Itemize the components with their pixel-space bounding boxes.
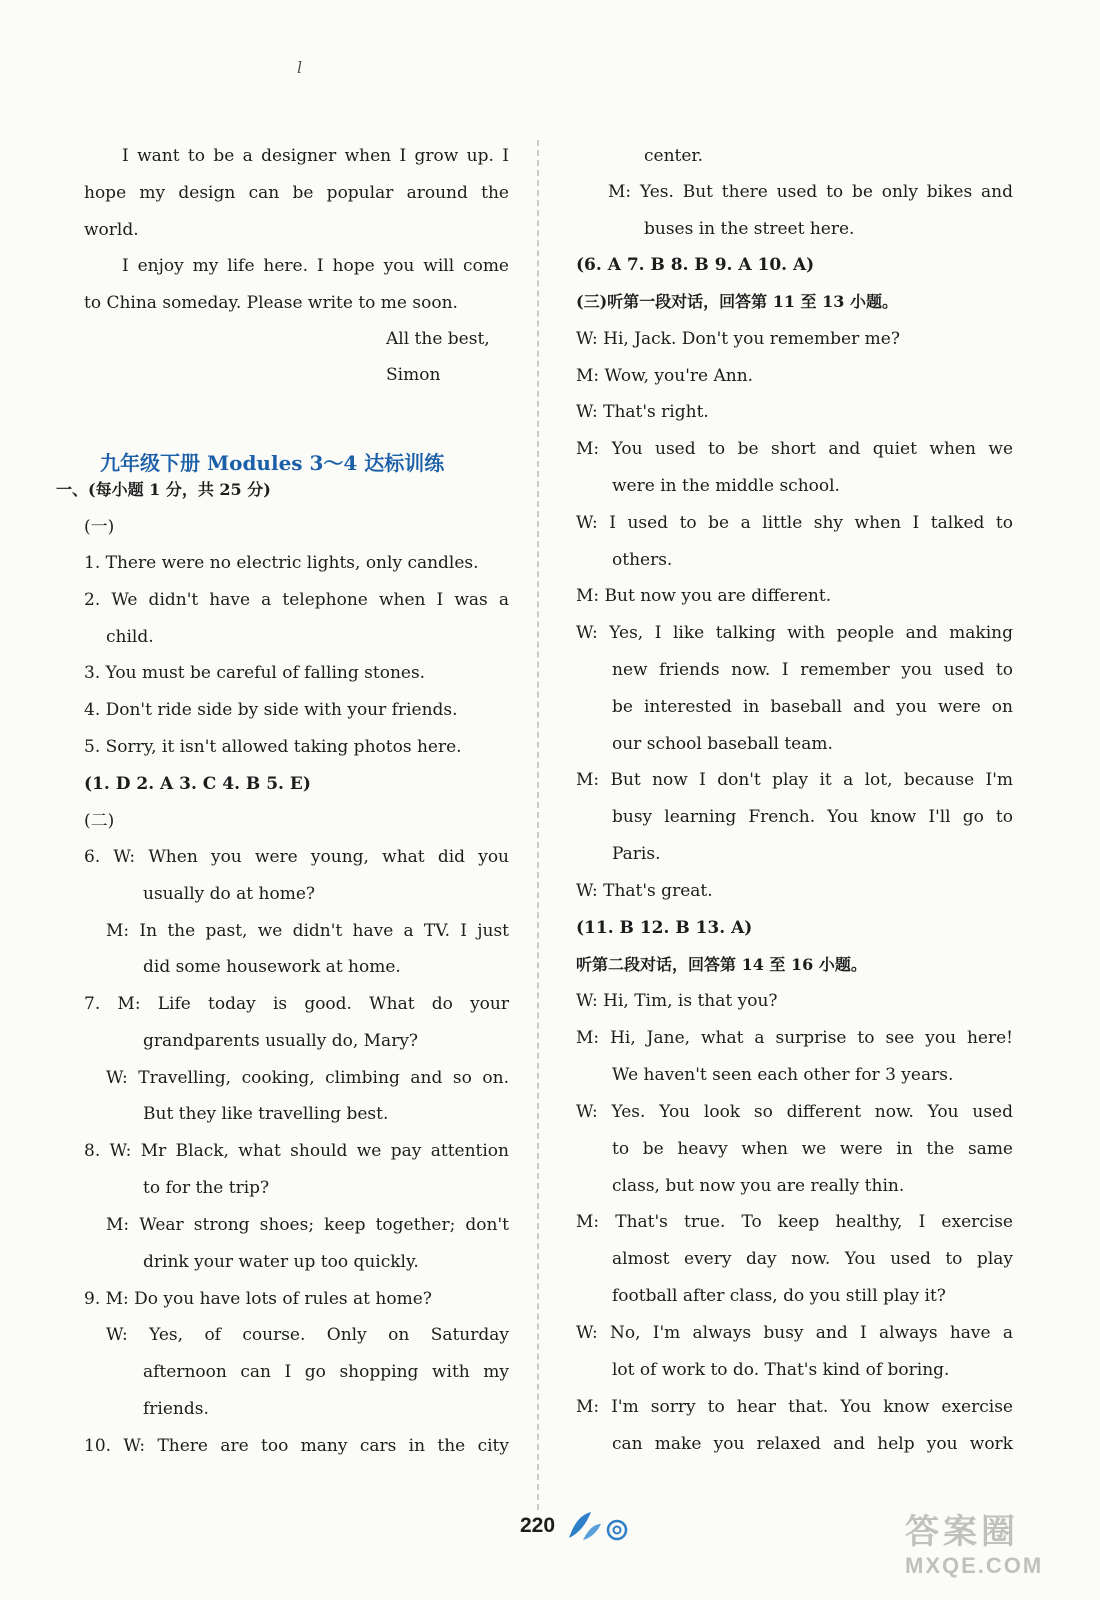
sub-heading: 听第二段对话，回答第 14 至 16 小题。 [576, 955, 867, 974]
part-heading: 一、(每小题 1 分，共 25 分) [56, 480, 271, 499]
page-number: 220 [520, 1514, 556, 1537]
dialogue-line: M: Wow, you're Ann. [576, 366, 754, 386]
sub-heading: (一) [84, 517, 115, 537]
dialogue-line: W: Hi, Jack. Don't you remember me? [576, 329, 900, 349]
dialogue-line: We haven't seen each other for 3 years. [612, 1065, 954, 1085]
dialogue-line: buses in the street here. [644, 219, 855, 239]
dialogue-line: M: But now you are different. [576, 586, 832, 606]
list-item: 4. Don't ride side by side with your friends. [84, 700, 458, 720]
letter-line: to China someday. Please write to me soon. [84, 293, 458, 313]
dialogue-line: class, but now you are really thin. [612, 1176, 905, 1196]
leaf-ornament-icon [565, 1508, 635, 1544]
dialogue-line: M: Yes. But there used to be only bikes and [608, 182, 1013, 202]
dialogue-line: W: That's right. [576, 402, 709, 422]
dialogue-line: can make you relaxed and help you work [612, 1434, 1013, 1454]
dialogue-line: 6. W: When you were young, what did you [84, 847, 509, 867]
dialogue-line: 8. W: Mr Black, what should we pay attention [84, 1141, 509, 1161]
dialogue-line: W: No, I'm always busy and I always have a [576, 1323, 1013, 1343]
dialogue-line: But they like travelling best. [143, 1104, 389, 1124]
dialogue-line: W: I used to be a little shy when I talked to [576, 513, 1013, 533]
list-item: 1. There were no electric lights, only candles. [84, 553, 479, 573]
sub-heading: (三)听第一段对话，回答第 11 至 13 小题。 [576, 292, 898, 311]
dialogue-line: M: In the past, we didn't have a TV. I just [106, 921, 509, 941]
dialogue-line: Paris. [612, 844, 661, 864]
watermark [905, 1512, 1085, 1587]
dialogue-line: W: Hi, Tim, is that you? [576, 991, 778, 1011]
stray-mark: l [297, 58, 303, 77]
dialogue-line: were in the middle school. [612, 476, 840, 496]
dialogue-line: M: You used to be short and quiet when we [576, 439, 1013, 459]
dialogue-line: W: That's great. [576, 881, 713, 901]
letter-line: hope my design can be popular around the [84, 183, 509, 203]
letter-line: I want to be a designer when I grow up. I [122, 146, 509, 166]
dialogue-line: grandparents usually do, Mary? [143, 1031, 419, 1051]
dialogue-line: did some housework at home. [143, 957, 401, 977]
dialogue-line: W: Yes, of course. Only on Saturday [106, 1325, 509, 1345]
answer-key: (11. B 12. B 13. A) [576, 918, 753, 938]
dialogue-line: M: Wear strong shoes; keep together; don't [106, 1215, 509, 1235]
sub-heading: (二) [84, 811, 115, 831]
dialogue-line: drink your water up too quickly. [143, 1252, 419, 1272]
dialogue-line: usually do at home? [143, 884, 316, 904]
answer-key: (6. A 7. B 8. B 9. A 10. A) [576, 255, 815, 275]
dialogue-line: W: Yes, I like talking with people and making [576, 623, 1013, 643]
dialogue-line: 9. M: Do you have lots of rules at home? [84, 1289, 432, 1309]
dialogue-line: M: But now I don't play it a lot, because I'm [576, 770, 1013, 790]
dialogue-line: be interested in baseball and you were on [612, 697, 1013, 717]
dialogue-line: 10. W: There are too many cars in the city [84, 1436, 509, 1456]
list-item: 3. You must be careful of falling stones. [84, 663, 426, 683]
dialogue-line: friends. [143, 1399, 209, 1419]
list-item: 2. We didn't have a telephone when I was a [84, 590, 509, 610]
dialogue-line: 7. M: Life today is good. What do your [84, 994, 509, 1014]
dialogue-line: new friends now. I remember you used to [612, 660, 1013, 680]
letter-line: world. [84, 220, 139, 240]
dialogue-line: M: Hi, Jane, what a surprise to see you here! [576, 1028, 1013, 1048]
dialogue-line: almost every day now. You used to play [612, 1249, 1013, 1269]
dialogue-line: lot of work to do. That's kind of boring. [612, 1360, 950, 1380]
dialogue-line: W: Yes. You look so different now. You used [576, 1102, 1013, 1122]
column-divider [537, 140, 539, 1510]
watermark-site: MXQE.COM [905, 1553, 1044, 1578]
answer-key: (1. D 2. A 3. C 4. B 5. E) [84, 774, 311, 794]
letter-closing: All the best, [386, 329, 490, 349]
dialogue-line: football after class, do you still play it? [612, 1286, 946, 1306]
letter-signature: Simon [386, 365, 441, 385]
dialogue-line: M: I'm sorry to hear that. You know exercise [576, 1397, 1013, 1417]
dialogue-line: to for the trip? [143, 1178, 270, 1198]
dialogue-line: afternoon can I go shopping with my [143, 1362, 509, 1382]
watermark-chinese: 答案圈 [905, 1513, 1019, 1551]
letter-line: I enjoy my life here. I hope you will come [122, 256, 509, 276]
dialogue-line: to be heavy when we were in the same [612, 1139, 1013, 1159]
section-title: 九年级下册 Modules 3～4 达标训练 [100, 451, 445, 475]
dialogue-line: center. [644, 146, 704, 166]
dialogue-line: busy learning French. You know I'll go to [612, 807, 1013, 827]
dialogue-line: M: That's true. To keep healthy, I exercise [576, 1212, 1013, 1232]
dialogue-line: our school baseball team. [612, 734, 833, 754]
list-item: 5. Sorry, it isn't allowed taking photos here. [84, 737, 462, 757]
list-item: child. [106, 627, 154, 647]
dialogue-line: others. [612, 550, 673, 570]
dialogue-line: W: Travelling, cooking, climbing and so on. [106, 1068, 509, 1088]
